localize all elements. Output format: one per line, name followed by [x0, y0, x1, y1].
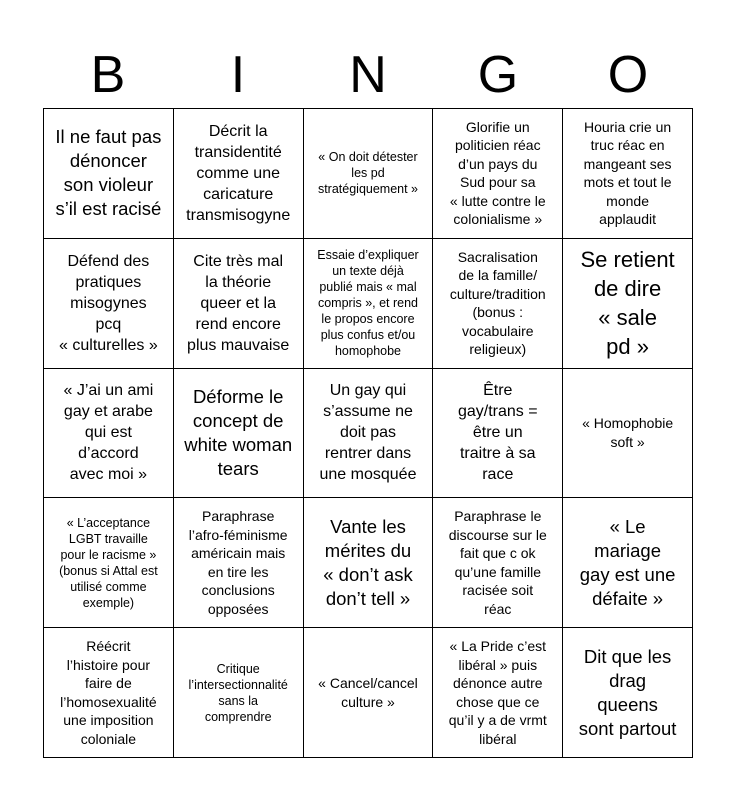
- cell-text: Glorifie un politicien réac d’un pays du Sud pour sa « lutte contre le colonialisme »: [449, 118, 546, 228]
- bingo-cell-r3-c2[interactable]: [174, 369, 304, 499]
- header-letter-b: B: [90, 46, 126, 104]
- cell-text: Déforme le concept de white woman tears: [184, 385, 293, 479]
- cell-text: « Cancel/cancel culture »: [318, 675, 418, 710]
- bingo-cell-r1-c2[interactable]: [174, 109, 304, 239]
- cell-text: Dit que les drag queens sont partout: [578, 645, 677, 739]
- cell-text: Être gay/trans = être un traitre à sa race: [457, 382, 538, 484]
- cell-text: « On doit détester les pd stratégiquement »: [317, 150, 419, 197]
- cell-text: Un gay qui s’assume ne doit pas rentrer dans une mosquée: [319, 382, 417, 484]
- bingo-header: [43, 42, 693, 108]
- bingo-cell-r5-c5[interactable]: [563, 628, 693, 758]
- cell-text: « Le mariage gay est une défaite »: [579, 515, 676, 609]
- bingo-cell-r4-c3[interactable]: [304, 498, 434, 628]
- cell-text: Il ne faut pas dénoncer son violeur s’il est racisé: [55, 126, 162, 220]
- cell-text: « J’ai un ami gay et arabe qui est d’accord avec moi »: [63, 382, 154, 484]
- bingo-cell-r2-c5[interactable]: [563, 239, 693, 369]
- cell-text: Vante les mérites du « don’t ask don’t tell »: [323, 515, 413, 609]
- bingo-cell-r3-c1[interactable]: [44, 369, 174, 499]
- bingo-cell-r5-c3[interactable]: [304, 628, 434, 758]
- cell-text: Critique l’intersectionnalité sans la comprendre: [188, 661, 288, 724]
- bingo-cell-r1-c4[interactable]: [433, 109, 563, 239]
- cell-text: « La Pride c’est libéral » puis dénonce autre chose que ce qu’il y a de vrmt libéral: [448, 638, 547, 747]
- cell-text: Paraphrase le discourse sur le fait que c ok qu’une famille racisée soit réac: [448, 508, 547, 617]
- bingo-cell-r5-c2[interactable]: [174, 628, 304, 758]
- cell-text: « L’acceptance LGBT travaille pour le racisme » (bonus si Attal est utilisé comme exemple): [59, 515, 158, 610]
- bingo-cell-r1-c3[interactable]: [304, 109, 434, 239]
- bingo-cell-r2-c1[interactable]: [44, 239, 174, 369]
- header-letter-n: N: [349, 46, 387, 104]
- header-letter-i: I: [230, 46, 246, 104]
- cell-text: Essaie d’expliquer un texte déjà publié mais « mal compris », et rend le propos encore plus confus et/ou homophobe: [317, 248, 419, 359]
- bingo-cell-r4-c1[interactable]: [44, 498, 174, 628]
- cell-text: Sacralisation de la famille/ culture/tradition (bonus : vocabulaire religieux): [449, 248, 546, 358]
- bingo-cell-r3-c5[interactable]: [563, 369, 693, 499]
- cell-text: « Homophobie soft »: [582, 415, 674, 450]
- bingo-cell-r2-c3[interactable]: [304, 239, 434, 369]
- bingo-cell-r4-c4[interactable]: [433, 498, 563, 628]
- header-letter-o: O: [607, 46, 649, 104]
- cell-text: Cite très mal la théorie queer et la rend encore plus mauvaise: [187, 252, 290, 354]
- cell-text: Se retient de dire « sale pd »: [580, 247, 675, 360]
- bingo-cell-r1-c5[interactable]: [563, 109, 693, 239]
- bingo-cell-r4-c2[interactable]: [174, 498, 304, 628]
- bingo-cell-r3-c3[interactable]: [304, 369, 434, 499]
- bingo-cell-r3-c4[interactable]: [433, 369, 563, 499]
- bingo-cell-r5-c4[interactable]: [433, 628, 563, 758]
- header-letter-g: G: [477, 46, 519, 104]
- cell-text: Paraphrase l’afro-féminisme américain mais en tire les conclusions opposées: [188, 508, 288, 617]
- bingo-cell-r1-c1[interactable]: [44, 109, 174, 239]
- cell-text: Décrit la transidentité comme une caricature transmisogyne: [186, 122, 291, 224]
- cell-text: Réécrit l’histoire pour faire de l’homosexualité une imposition coloniale: [60, 638, 157, 747]
- bingo-cell-r2-c4[interactable]: [433, 239, 563, 369]
- bingo-board: [43, 108, 693, 758]
- bingo-cell-r2-c2[interactable]: [174, 239, 304, 369]
- bingo-cell-r5-c1[interactable]: [44, 628, 174, 758]
- bingo-cell-r4-c5[interactable]: [563, 498, 693, 628]
- cell-text: Houria crie un truc réac en mangeant ses mots et tout le monde applaudit: [583, 118, 672, 228]
- cell-text: Défend des pratiques misogynes pcq « culturelles »: [59, 252, 158, 354]
